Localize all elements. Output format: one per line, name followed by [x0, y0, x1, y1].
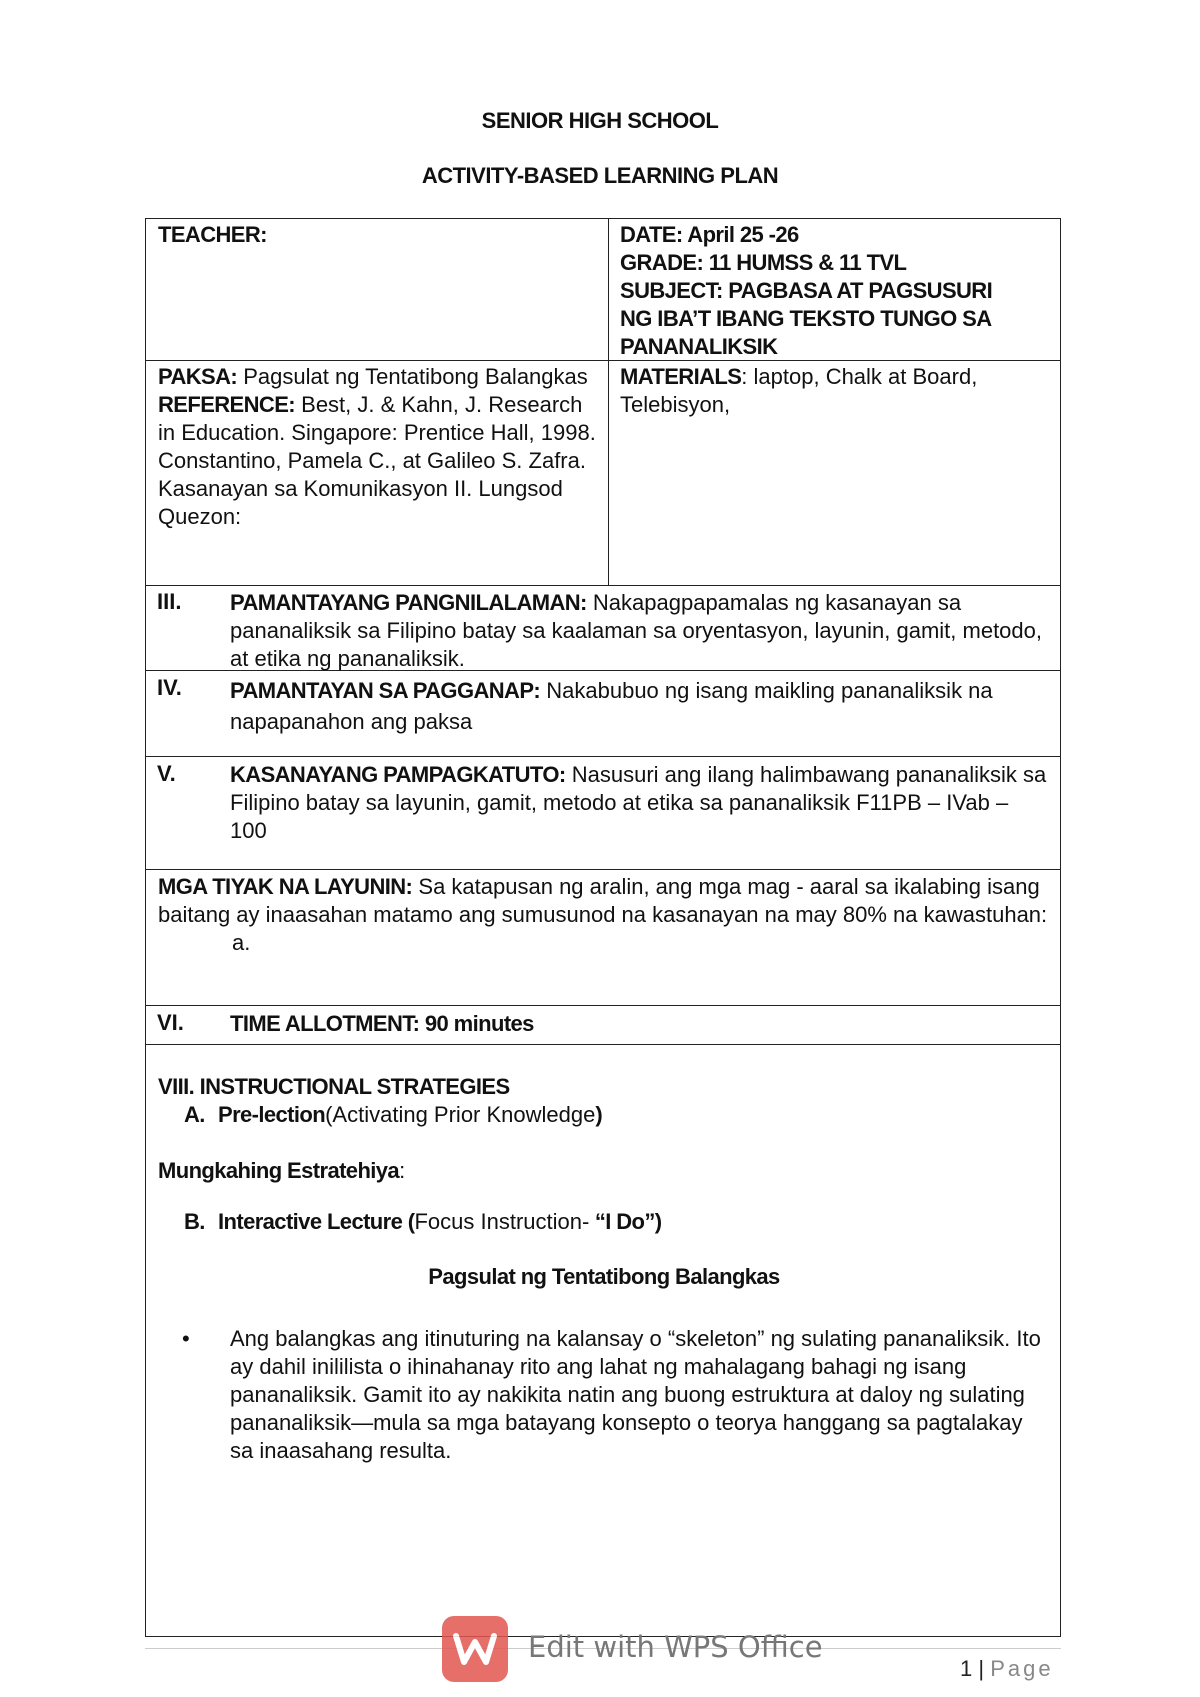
wps-logo-icon — [442, 1616, 508, 1682]
mungkahing-colon: : — [399, 1158, 406, 1183]
section-iv — [145, 671, 1061, 757]
section-iii-number: III. — [157, 589, 182, 614]
strategies-heading: VIII. INSTRUCTIONAL STRATEGIES — [158, 1074, 510, 1099]
subject-line-3: PANANALIKSIK — [620, 334, 778, 359]
prelection-close: ) — [595, 1102, 603, 1127]
section-iv-text: Nakabubuo ng isang maikling pananaliksik na napapanahon ang paksa — [230, 678, 993, 734]
section-layunin — [145, 870, 1061, 1006]
section-iii-text: Nakapagpapamalas ng kasanayan sa pananaliksik sa Filipino batay sa kaalaman sa oryentasyon, layunin, gamit, metodo, at etika ng pananaliksik. — [230, 590, 1043, 671]
subject-line-1: SUBJECT: PAGBASA AT PAGSUSURI — [620, 278, 993, 303]
prelection-label: Pre-lection — [218, 1102, 326, 1127]
section-iii-label: PAMANTAYANG PANGNILALAMAN: — [230, 590, 587, 615]
interactive-label: Interactive Lecture ( — [218, 1209, 415, 1234]
section-v — [145, 757, 1061, 870]
paksa-value: Pagsulat ng Tentatibong Balangkas — [243, 364, 588, 389]
plan-title: ACTIVITY-BASED LEARNING PLAN — [421, 163, 779, 188]
school-heading: SENIOR HIGH SCHOOL — [481, 108, 719, 133]
materials-value: : laptop, Chalk at Board, Telebisyon, — [620, 364, 978, 417]
layunin-text: Sa katapusan ng aralin, ang mga mag - aaral sa ikalabing isang baitang ay inaasahan matamo ang sumusunod na kasanayan na may 80% na kawastuhan: — [158, 874, 1048, 927]
teacher-label: TEACHER: — [158, 222, 267, 247]
section-vi-number: VI. — [157, 1010, 184, 1035]
layunin-item-a: a. — [232, 930, 251, 955]
section-v-label: KASANAYANG PAMPAGKATUTO: — [230, 762, 566, 787]
prelection-detail: (Activating Prior Knowledge — [325, 1102, 596, 1127]
reference-label: REFERENCE: — [158, 392, 296, 417]
interactive-marker: B. — [184, 1209, 205, 1234]
layunin-label: MGA TIYAK NA LAYUNIN: — [158, 874, 413, 899]
section-iii — [145, 586, 1061, 671]
time-allotment: TIME ALLOTMENT: 90 minutes — [230, 1011, 534, 1036]
page-word: Page — [990, 1656, 1054, 1681]
paksa-label: PAKSA: — [158, 364, 238, 389]
mungkahing-estratehiya-label: Mungkahing Estratehiya — [158, 1158, 400, 1183]
section-instructional-strategies — [145, 1045, 1061, 1637]
materials-label: MATERIALS — [620, 364, 742, 389]
page-number — [960, 1656, 1054, 1682]
section-vi — [145, 1006, 1061, 1045]
section-v-number: V. — [157, 761, 176, 786]
prelection-marker: A. — [184, 1102, 205, 1127]
date-line: DATE: April 25 -26 — [620, 222, 799, 247]
wps-watermark: Edit with WPS Office — [528, 1630, 823, 1664]
section-iv-label: PAMANTAYAN SA PAGGANAP: — [230, 678, 541, 703]
bullet-icon: • — [182, 1326, 190, 1351]
info-row-paksa — [145, 361, 1061, 586]
interactive-i-do: “I Do”) — [589, 1209, 662, 1234]
section-v-text: Nasusuri ang ilang halimbawang pananaliksik sa Filipino batay sa layunin, gamit, metodo at etika sa pananaliksik F11PB – IVab – 100 — [230, 762, 1047, 843]
page-number-value: 1 | — [960, 1656, 991, 1681]
grade-line: GRADE: 11 HUMSS & 11 TVL — [620, 250, 907, 275]
reference-value: Best, J. & Kahn, J. Research in Education. Singapore: Prentice Hall, 1998. Constantino, Pamela C., at Galileo S. Zafra. Kasanayan sa Komunikasyon II. Lungsod Quezon: — [158, 392, 596, 529]
section-iv-number: IV. — [157, 675, 182, 700]
balangkas-paragraph: Ang balangkas ang itinuturing na kalansay o “skeleton” ng sulating pananaliksik. Ito ay dahil inililista o ihinahanay rito ang lahat ng mahalagang bahagi ng isang pananaliksik. Gamit ito ay nakikita natin ang buong estruktura at daloy ng sulating pananaliksik—mula sa mga batayang konsepto o teorya hanggang sa pagtalakay sa inaasahang resulta. — [230, 1326, 1041, 1463]
info-row-teacher — [145, 218, 1061, 361]
subject-line-2: NG IBA’T IBANG TEKSTO TUNGO SA — [620, 306, 992, 331]
topic-title: Pagsulat ng Tentatibong Balangkas — [428, 1264, 780, 1289]
interactive-detail: Focus Instruction- — [414, 1209, 590, 1234]
